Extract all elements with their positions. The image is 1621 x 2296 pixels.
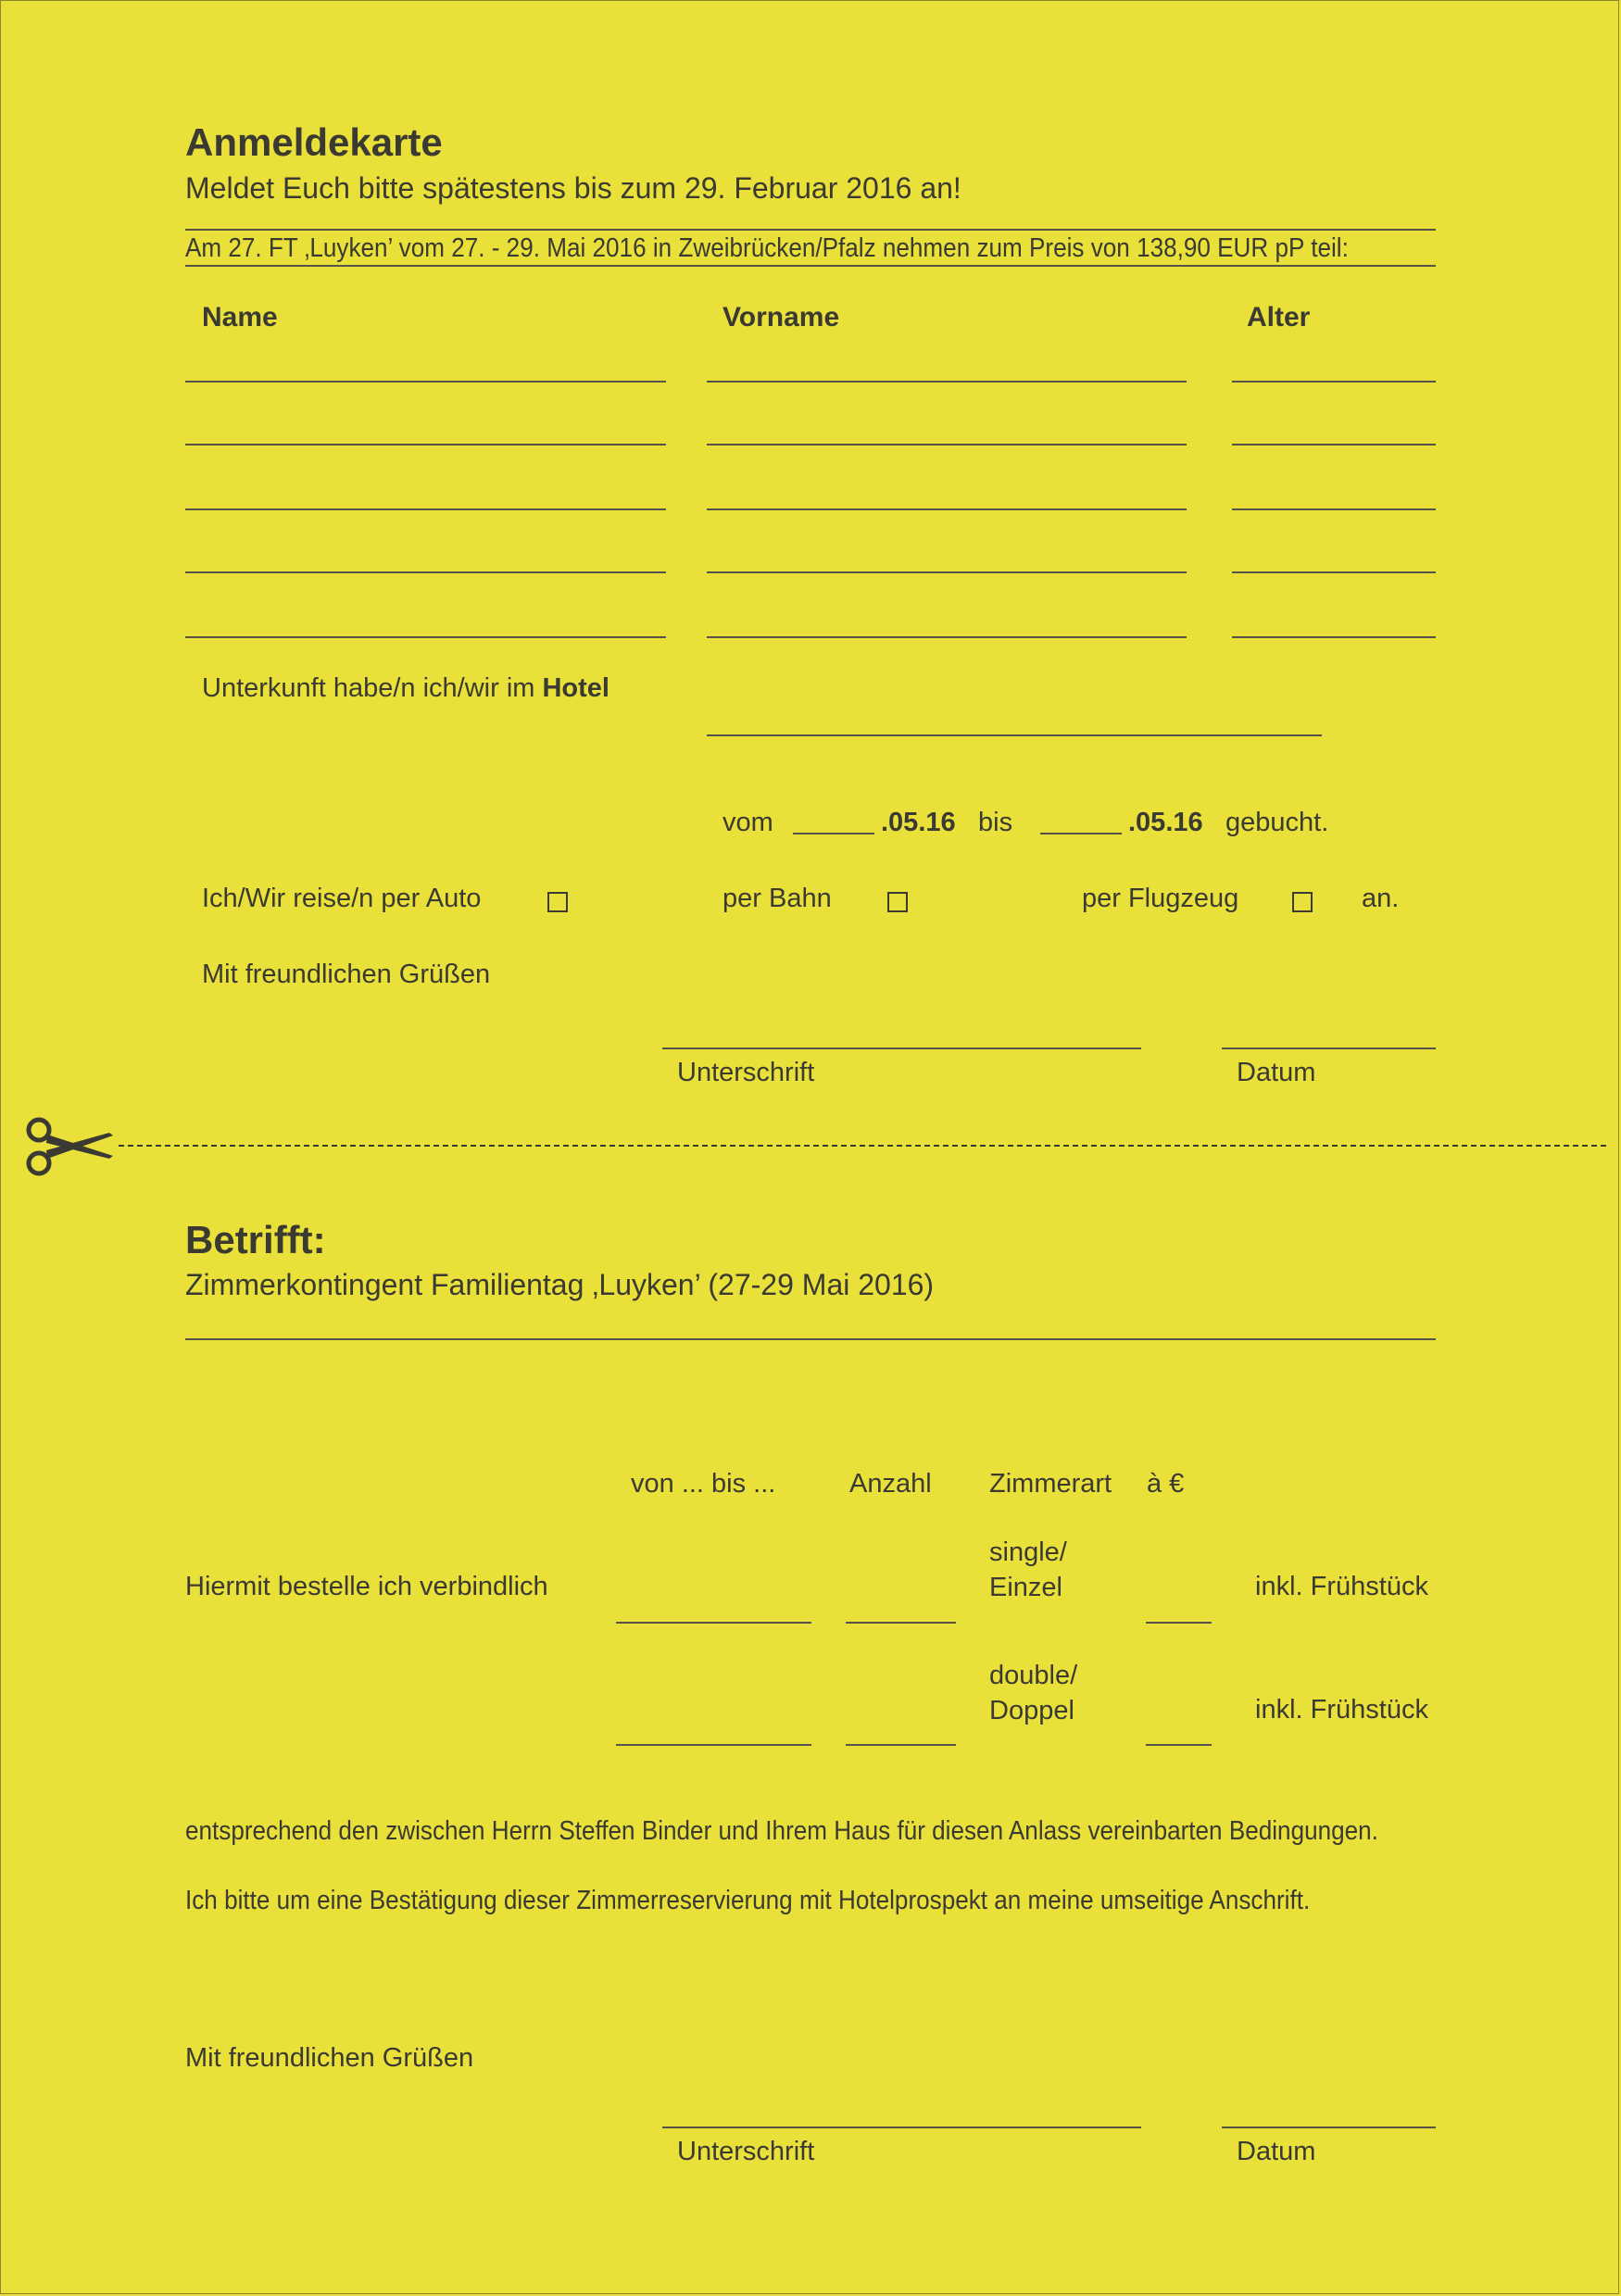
single-period-field[interactable] <box>616 1622 811 1624</box>
vorname-field-4[interactable] <box>707 571 1187 573</box>
double-period-field[interactable] <box>616 1744 811 1746</box>
column-header-alter: Alter <box>1247 302 1311 332</box>
double-breakfast-label: inkl. Frühstück <box>1255 1695 1428 1725</box>
bis-label: bis <box>978 808 1013 837</box>
booking-date-label: Datum <box>1237 2137 1316 2166</box>
departure-date-suffix: .05.16 <box>1128 808 1203 837</box>
vorname-field-3[interactable] <box>707 508 1187 510</box>
scissors-icon <box>24 1117 117 1176</box>
booking-conditions: entsprechend den zwischen Herrn Steffen Binder und Ihrem Haus für diesen Anlass vereinbarten Bedingungen. <box>185 1816 1378 1846</box>
vorname-field-2[interactable] <box>707 444 1187 445</box>
booking-signature-field[interactable] <box>662 2127 1141 2128</box>
auto-checkbox[interactable] <box>547 892 568 912</box>
booking-greeting: Mit freundlichen Grüßen <box>185 2043 474 2073</box>
intro-top-rule <box>185 229 1436 231</box>
name-field-5[interactable] <box>185 636 666 638</box>
arrival-date-suffix: .05.16 <box>881 808 956 837</box>
flugzeug-label: per Flugzeug <box>1082 884 1239 913</box>
vorname-field-5[interactable] <box>707 636 1187 638</box>
booking-column-type: Zimmerart <box>989 1469 1112 1499</box>
single-count-field[interactable] <box>846 1622 956 1624</box>
vorname-field-1[interactable] <box>707 381 1187 383</box>
column-header-vorname: Vorname <box>723 302 840 332</box>
travel-label: Ich/Wir reise/n per Auto <box>202 884 482 913</box>
single-breakfast-label: inkl. Frühstück <box>1255 1572 1428 1601</box>
booking-column-period: von ... bis ... <box>631 1469 776 1499</box>
column-header-name: Name <box>202 302 278 332</box>
single-price-field[interactable] <box>1146 1622 1212 1624</box>
double-price-field[interactable] <box>1146 1744 1212 1746</box>
booking-confirmation: Ich bitte um eine Bestätigung dieser Zimmerreservierung mit Hotelprospekt an meine umseitige Anschrift. <box>185 1886 1311 1915</box>
bahn-label: per Bahn <box>723 884 832 913</box>
registration-greeting: Mit freundlichen Grüßen <box>202 960 491 989</box>
booking-subtitle: Zimmerkontingent Familientag ‚Luyken’ (27-29 Mai 2016) <box>185 1268 935 1301</box>
double-room-label: double/ Doppel <box>989 1661 1078 1725</box>
hotel-label: Unterkunft habe/n ich/wir im Hotel <box>202 673 609 703</box>
double-count-field[interactable] <box>846 1744 956 1746</box>
booking-column-count: Anzahl <box>849 1469 932 1499</box>
registration-title: Anmeldekarte <box>185 120 443 164</box>
booking-date-field[interactable] <box>1222 2127 1436 2128</box>
order-label: Hiermit bestelle ich verbindlich <box>185 1572 548 1601</box>
gebucht-label: gebucht. <box>1225 808 1329 837</box>
cut-line <box>119 1145 1606 1147</box>
booking-title: Betrifft: <box>185 1218 326 1261</box>
registration-signature-field[interactable] <box>662 1048 1141 1049</box>
single-room-label: single/ Einzel <box>989 1537 1067 1602</box>
alter-field-1[interactable] <box>1232 381 1436 383</box>
name-field-2[interactable] <box>185 444 666 445</box>
name-field-3[interactable] <box>185 508 666 510</box>
registration-intro: Am 27. FT ‚Luyken’ vom 27. - 29. Mai 2016 in Zweibrücken/Pfalz nehmen zum Preis von 138,90 EUR pP teil: <box>185 233 1349 263</box>
arrival-day-field[interactable] <box>793 833 874 834</box>
intro-bottom-rule <box>185 265 1436 267</box>
alter-field-5[interactable] <box>1232 636 1436 638</box>
an-label: an. <box>1362 884 1400 913</box>
alter-field-3[interactable] <box>1232 508 1436 510</box>
alter-field-2[interactable] <box>1232 444 1436 445</box>
booking-column-price: à € <box>1147 1469 1185 1499</box>
hotel-field[interactable] <box>707 734 1322 736</box>
registration-date-label: Datum <box>1237 1058 1316 1087</box>
departure-day-field[interactable] <box>1040 833 1122 834</box>
name-field-1[interactable] <box>185 381 666 383</box>
registration-subtitle: Meldet Euch bitte spätestens bis zum 29. Februar 2016 an! <box>185 171 961 205</box>
registration-signature-label: Unterschrift <box>677 1058 815 1087</box>
flugzeug-checkbox[interactable] <box>1292 892 1313 912</box>
alter-field-4[interactable] <box>1232 571 1436 573</box>
vom-label: vom <box>723 808 773 837</box>
booking-signature-label: Unterschrift <box>677 2137 815 2166</box>
booking-subtitle-rule <box>185 1338 1436 1340</box>
name-field-4[interactable] <box>185 571 666 573</box>
bahn-checkbox[interactable] <box>887 892 908 912</box>
registration-date-field[interactable] <box>1222 1048 1436 1049</box>
